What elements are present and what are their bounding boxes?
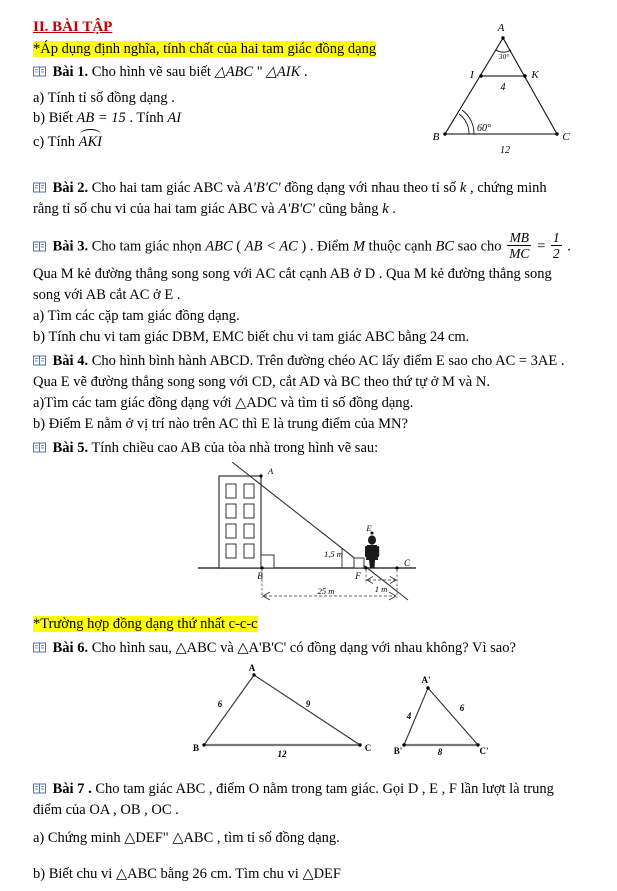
triangle1-angle-b-value: 60° bbox=[477, 123, 491, 134]
e4-l1: Cho hình bình hành ABCD. Trên đường chéo AC lấy điểm E sao cho AC = 3AE . bbox=[91, 353, 565, 369]
exercise-1-period: . bbox=[303, 64, 308, 80]
part-b-mid: . Tính bbox=[129, 110, 168, 126]
fraction-numerator: 1 bbox=[552, 230, 560, 245]
exercise-1-tri-abc: △ABC bbox=[214, 64, 254, 80]
book-icon bbox=[33, 442, 46, 453]
exercise-7-line-1 bbox=[33, 779, 608, 800]
building-distance-fc-label: 1 m bbox=[374, 584, 388, 594]
exercise-1-stem bbox=[33, 62, 308, 83]
exercise-3-line-2: Qua M kẻ đường thẳng song song với AC cắt cạnh AB ở D . Qua M kẻ đường thẳng song bbox=[33, 266, 552, 282]
exercise-7-line-2: điểm của OA , OB , OC . bbox=[33, 802, 179, 818]
exercise-2-line-1 bbox=[33, 178, 593, 199]
triangle1-segment-bc-length: 12 bbox=[500, 145, 510, 156]
figure-two-triangles bbox=[182, 663, 512, 758]
building-point-e-label: E bbox=[366, 523, 372, 533]
building-distance-bc-label: 25 m bbox=[317, 586, 335, 596]
e2-l1c: , chứng minh bbox=[469, 180, 547, 196]
exercise-7-part-a: a) Chứng minh △DEF" △ABC , tìm tỉ số đồng dạng. bbox=[33, 830, 340, 846]
e2-tri-prime: A'B'C' bbox=[243, 180, 281, 196]
tri-left-side-ac-length: 9 bbox=[305, 699, 311, 709]
e2-l2c: . bbox=[392, 201, 396, 217]
exercise-3-line-3: song với AB cắt AC ở E . bbox=[33, 287, 181, 303]
exercise-4-part-b: b) Điểm E nằm ở vị trí nào trên AC thì E là trung điểm của MN? bbox=[33, 416, 408, 432]
exercise-2-label: Bài 2. bbox=[52, 180, 89, 196]
triangle1-vertex-a-label: A bbox=[497, 22, 505, 34]
e3-l1c: ) . Điểm bbox=[301, 238, 353, 255]
highlight-banner-definition: *Áp dụng định nghĩa, tính chất của hai tam giác đồng dạng bbox=[33, 41, 377, 57]
e6-stem: Cho hình sau, △ABC và △A'B'C' có đồng dạng với nhau không? Vì sao? bbox=[91, 640, 516, 656]
triangle1-segment-ik-length: 4 bbox=[500, 82, 506, 93]
e3-side-bc: BC bbox=[435, 238, 455, 255]
e5-stem: Tính chiều cao AB của tòa nhà trong hình vẽ sau: bbox=[91, 440, 379, 456]
book-icon bbox=[33, 66, 46, 77]
tri-right-vertex-c-label: C' bbox=[479, 746, 489, 756]
tri-right-side-ab-length: 4 bbox=[406, 711, 412, 721]
building-point-a-label: A bbox=[268, 466, 274, 476]
e3-tri-abc: ABC bbox=[205, 238, 233, 255]
tri-left-vertex-b-label: B bbox=[192, 743, 200, 753]
triangle1-point-k-label: K bbox=[531, 69, 539, 81]
exercise-3-label: Bài 3. bbox=[52, 238, 89, 255]
building-person-height-label: 1,5 m bbox=[324, 549, 343, 559]
section-heading: II. BÀI TẬP bbox=[33, 19, 113, 35]
part-b-pre: b) Biết bbox=[33, 110, 77, 126]
exercise-5-label: Bài 5. bbox=[52, 440, 89, 456]
book-icon bbox=[33, 241, 46, 252]
exercise-2-line-2 bbox=[33, 199, 593, 220]
building-point-c-label: C bbox=[404, 558, 411, 568]
angle-aki: AKI bbox=[79, 130, 102, 153]
e2-l2a: rằng tỉ số chu vi của hai tam giác ABC và bbox=[33, 201, 279, 217]
exercise-1-part-a: a) Tính tỉ số đồng dạng . bbox=[33, 90, 175, 106]
fraction-denominator: 2 bbox=[552, 246, 560, 262]
exercise-4-line-2: Qua E vẽ đường thẳng song song với CD, cắt AD và BC theo thứ tự ở M và N. bbox=[33, 374, 490, 390]
tri-right-vertex-a-label: A' bbox=[421, 675, 431, 685]
e3-point-m: M bbox=[352, 238, 366, 255]
triangle1-vertex-b-label: B bbox=[432, 131, 440, 143]
tri-left-vertex-c-label: C bbox=[364, 743, 372, 753]
triangle1-angle-a-value: 30° bbox=[498, 52, 510, 61]
exercise-7-label: Bài 7 . bbox=[52, 781, 92, 797]
exercise-3-part-a: a) Tìm các cặp tam giác đồng dạng. bbox=[33, 308, 240, 324]
e7-l1: Cho tam giác ABC , điểm O nằm trong tam giác. Gọi D , E , F lần lượt là trung bbox=[95, 781, 554, 797]
exercise-1-tri-aik: △AIK bbox=[265, 64, 301, 80]
exercise-1-part-b bbox=[33, 108, 181, 129]
building-point-b-label: B bbox=[257, 571, 263, 581]
part-c-pre: c) Tính bbox=[33, 134, 79, 150]
exercise-7-part-b: b) Biết chu vi △ABC bằng 26 cm. Tìm chu vi △DEF bbox=[33, 866, 341, 882]
figure-building-shadow bbox=[176, 462, 426, 610]
tri-right-side-ac-length: 6 bbox=[459, 703, 465, 713]
exercise-1-label: Bài 1. bbox=[52, 64, 89, 80]
fraction-denominator: MC bbox=[509, 246, 530, 262]
e2-l2b: cũng bằng bbox=[318, 201, 383, 217]
part-b-value: AI bbox=[167, 110, 182, 126]
e2-ratio-k-2: k bbox=[382, 201, 389, 217]
triangle1-vertex-c-label: C bbox=[562, 131, 570, 143]
similar-symbol: " bbox=[256, 64, 263, 80]
fraction-numerator: MB bbox=[509, 230, 530, 245]
e3-ineq: AB < AC bbox=[244, 238, 298, 255]
tri-left-vertex-a-label: A bbox=[248, 663, 256, 673]
exercise-3-line-1 bbox=[33, 230, 603, 261]
triangle1-point-i-label: I bbox=[470, 69, 474, 81]
exercise-6-stem bbox=[33, 638, 608, 659]
fraction-mb-mc bbox=[507, 230, 531, 261]
e3-l1d: thuộc cạnh bbox=[368, 238, 436, 255]
e3-l1f: . bbox=[567, 238, 571, 255]
fraction-equals: = bbox=[537, 238, 546, 255]
exercise-4-line-1 bbox=[33, 351, 608, 372]
exercise-4-label: Bài 4. bbox=[52, 353, 89, 369]
exercise-1-part-c bbox=[33, 130, 102, 153]
tri-right-side-bc-length: 8 bbox=[437, 747, 443, 757]
part-b-equation: AB = 15 bbox=[76, 110, 126, 126]
e3-l1a: Cho tam giác nhọn bbox=[91, 238, 206, 255]
book-icon bbox=[33, 182, 46, 193]
building-point-f-label: F bbox=[355, 571, 361, 581]
book-icon bbox=[33, 642, 46, 653]
e3-l1b: ( bbox=[236, 238, 242, 255]
tri-left-side-bc-length: 12 bbox=[277, 749, 287, 758]
fraction-one-half bbox=[551, 230, 562, 261]
book-icon bbox=[33, 783, 46, 794]
exercise-3-part-b: b) Tính chu vi tam giác DBM, EMC biết chu vi tam giác ABC bằng 24 cm. bbox=[33, 329, 470, 345]
tri-right-vertex-b-label: B' bbox=[393, 746, 403, 756]
e3-l1e: sao cho bbox=[457, 238, 506, 255]
tri-left-side-ab-length: 6 bbox=[217, 699, 223, 709]
book-icon bbox=[33, 355, 46, 366]
e2-tri-prime-2: A'B'C' bbox=[278, 201, 315, 217]
exercise-1-text: Cho hình vẽ sau biết bbox=[91, 64, 215, 80]
figure-triangle-abc-ik bbox=[425, 16, 605, 166]
exercise-4-part-a: a)Tìm các tam giác đồng dạng với △ADC và tìm tỉ số đồng dạng. bbox=[33, 395, 414, 411]
e2-l1a: Cho hai tam giác ABC và bbox=[91, 180, 244, 196]
e2-ratio-k: k bbox=[459, 180, 467, 196]
exercise-6-label: Bài 6. bbox=[52, 640, 89, 656]
e2-l1b: đồng dạng với nhau theo tỉ số bbox=[284, 180, 460, 196]
exercise-5-stem bbox=[33, 438, 603, 459]
highlight-banner-ccc: *Trường hợp đồng dạng thứ nhất c-c-c bbox=[33, 616, 258, 632]
